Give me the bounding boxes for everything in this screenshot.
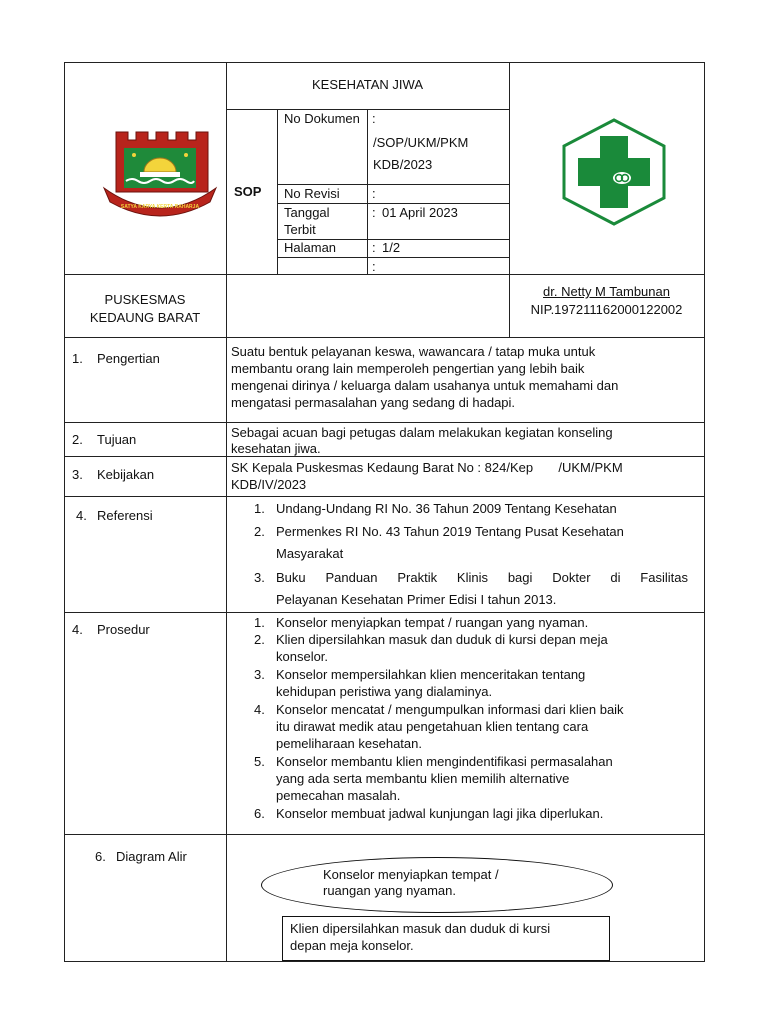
list-item: Konselor mencatat / mengumpulkan informasi dari klien baik xyxy=(276,702,624,717)
list-item-number: 3. xyxy=(254,667,265,682)
field-col-divider xyxy=(367,109,368,274)
sop-col-divider xyxy=(277,109,278,274)
border-top xyxy=(64,62,705,63)
field-label-halaman: Halaman xyxy=(284,240,337,255)
field-label-no-revisi: No Revisi xyxy=(284,186,340,201)
list-item: Undang-Undang RI No. 36 Tahun 2009 Tentang Kesehatan xyxy=(276,501,617,516)
text-line: kesehatan jiwa. xyxy=(231,441,321,456)
list-item: Konselor membantu klien mengindentifikasi permasalahan xyxy=(276,754,613,769)
field-value-tanggal-terbit: 01 April 2023 xyxy=(382,205,458,220)
list-item-number: 5. xyxy=(254,754,265,769)
list-item: itu dirawat medik atau pengetahuan klien tentang cara xyxy=(276,719,589,734)
org-row-divider xyxy=(64,337,705,338)
list-item-number: 4. xyxy=(254,702,265,717)
border-bottom xyxy=(64,961,705,962)
text-line: Sebagai acuan bagi petugas dalam melakukan kegiatan konseling xyxy=(231,425,613,440)
section-divider xyxy=(64,456,705,457)
field-sep: : xyxy=(372,186,376,201)
flowchart-start-text: Konselor menyiapkan tempat / xyxy=(323,867,499,882)
list-item: konselor. xyxy=(276,649,329,664)
kabupaten-emblem-logo xyxy=(100,128,220,224)
field-sep: : xyxy=(372,205,376,220)
sop-label: SOP xyxy=(234,184,262,199)
field-row-divider xyxy=(277,257,509,258)
field-label-tanggal-terbit: Tanggal Terbit xyxy=(284,205,330,237)
list-item: Konselor menyiapkan tempat / ruangan yang nyaman. xyxy=(276,615,589,630)
text-line: mengatasi permasalahan yang sedang di hadapi. xyxy=(231,395,516,410)
list-item-number: 3. xyxy=(254,570,265,585)
list-item: Buku Panduan Praktik Klinis bagi Dokter di Fasilitas xyxy=(276,570,688,585)
text-line: mengenai dirinya / keluarga dalam usahanya untuk memahami dan xyxy=(231,378,619,393)
list-item-number: 2. xyxy=(254,524,265,539)
list-item: Klien dipersilahkan masuk dan duduk di kursi depan meja xyxy=(276,632,608,647)
section-num: 2. xyxy=(72,432,83,447)
section-label-kebijakan: Kebijakan xyxy=(97,467,155,482)
field-sep: : xyxy=(372,240,376,255)
field-sep: : xyxy=(372,111,376,126)
list-item: yang ada serta membantu klien memilih alternative xyxy=(276,771,570,786)
section-divider xyxy=(64,612,705,613)
field-label-no-dokumen: No Dokumen xyxy=(284,111,360,126)
list-item-number: 2. xyxy=(254,632,265,647)
list-item: pemeliharaan kesehatan. xyxy=(276,736,422,751)
list-item-number: 6. xyxy=(254,806,265,821)
list-item: Konselor membuat jadwal kunjungan lagi jika diperlukan. xyxy=(276,806,604,821)
emblem-motto: SATYA KARYA KERTA RAHARJA xyxy=(120,204,200,210)
section-num: 6. xyxy=(95,849,106,864)
list-item: Konselor mempersilahkan klien menceritakan tentang xyxy=(276,667,586,682)
text-line: membantu orang lain memperoleh pengertian yang lebih baik xyxy=(231,361,585,376)
list-item-number: 1. xyxy=(254,615,265,630)
list-item: pemecahan masalah. xyxy=(276,788,401,803)
list-item: kehidupan peristiwa yang dialaminya. xyxy=(276,684,493,699)
border-left xyxy=(64,62,65,962)
list-item: Masyarakat xyxy=(276,546,344,561)
section-divider xyxy=(64,422,705,423)
flowchart-start-text: ruangan yang nyaman. xyxy=(323,883,456,898)
field-value-halaman: 1/2 xyxy=(382,240,401,255)
section-num: 4. xyxy=(72,622,83,637)
list-item-number: 1. xyxy=(254,501,265,516)
border-right xyxy=(704,62,705,962)
text-line: SK Kepala Puskesmas Kedaung Barat No : 824/Kep /UKM/PKM xyxy=(231,460,623,475)
section-label-diagram-alir: Diagram Alir xyxy=(116,849,187,864)
text-line: KDB/IV/2023 xyxy=(231,477,307,492)
list-item: Pelayanan Kesehatan Primer Edisi I tahun 2013. xyxy=(276,592,557,607)
header-bottom-line xyxy=(64,274,705,275)
org-name-line2: KEDAUNG BARAT xyxy=(89,310,201,325)
section-label-tujuan: Tujuan xyxy=(97,432,137,447)
section-divider xyxy=(64,496,705,497)
section-divider xyxy=(64,834,705,835)
flowchart-step-text: depan meja konselor. xyxy=(290,938,414,953)
section-label-pengertian: Pengertian xyxy=(97,351,160,366)
section-label-referensi: Referensi xyxy=(97,508,153,523)
list-item: Permenkes RI No. 43 Tahun 2019 Tentang Pusat Kesehatan xyxy=(276,524,624,539)
section-num: 3. xyxy=(72,467,83,482)
signer-nip: NIP.197211162000122002 xyxy=(530,302,683,317)
section-num: 4. xyxy=(76,508,87,523)
document-title: KESEHATAN JIWA xyxy=(312,77,423,92)
field-value-no-dokumen: /SOP/UKM/PKM KDB/2023 xyxy=(373,135,469,172)
field-sep: : xyxy=(372,259,376,274)
section-label-prosedur: Prosedur xyxy=(97,622,150,637)
puskesmas-logo xyxy=(560,118,668,226)
org-name-line1: PUSKESMAS xyxy=(104,292,186,307)
section-num: 1. xyxy=(72,351,83,366)
text-line: Suatu bentuk pelayanan keswa, wawancara / tatap muka untuk xyxy=(231,344,596,359)
flowchart-step-text: Klien dipersilahkan masuk dan duduk di kursi xyxy=(290,921,551,936)
col-divider-left xyxy=(226,62,227,962)
signer-name: dr. Netty M Tambunan xyxy=(543,284,670,299)
